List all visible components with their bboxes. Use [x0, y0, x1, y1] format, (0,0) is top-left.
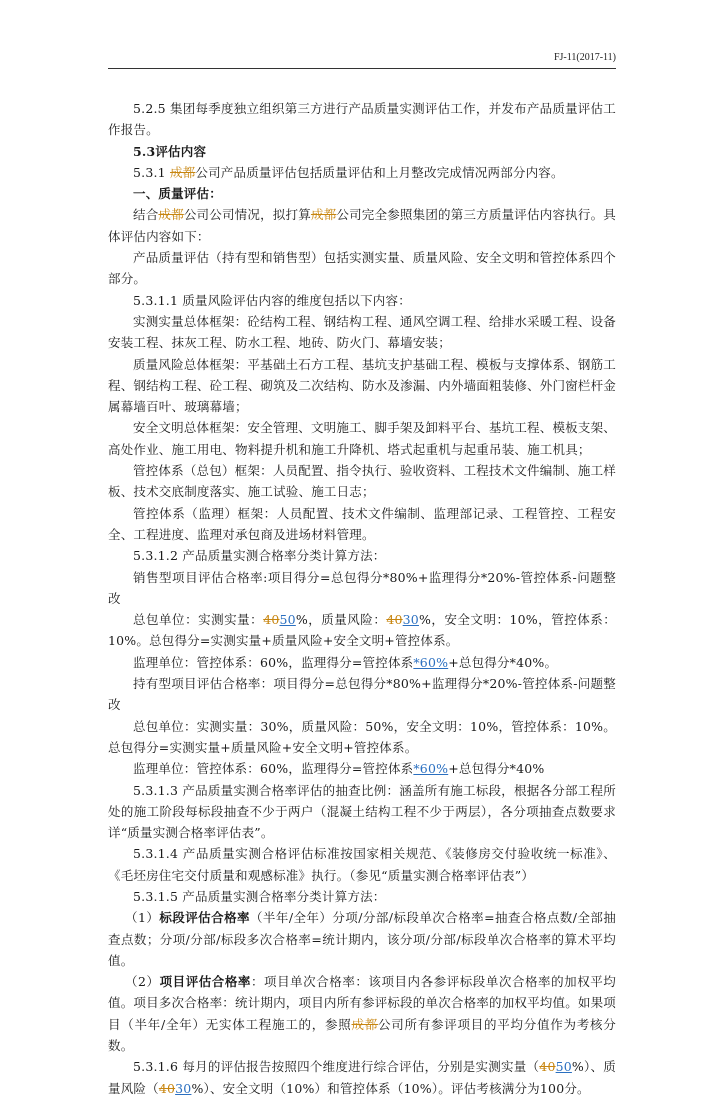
- text-run: %，质量风险：: [295, 612, 387, 628]
- text-run: 5.3.1: [133, 164, 170, 180]
- header-rule: [108, 68, 616, 69]
- text-run: 质量风险总体框架：平基础土石方工程、基坑支护基础工程、模板与支撑体系、钢筋工程、钢结构工程、砼工程、砌筑及二次结构、防水及渗漏、内外墙面粗装修、外门窗栏杆金属幕墙百叶、玻璃幕墙；: [108, 356, 617, 415]
- paragraph-section-pass-rate: [108, 907, 616, 971]
- text-run: 5.3.1.5 产品质量实测合格率分类计算方法：: [133, 888, 386, 904]
- bold-term: 项目评估合格率: [159, 974, 251, 990]
- text-run: 监理单位：管控体系：60%，监理得分=管控体系: [133, 761, 414, 777]
- paragraph-5-3-1-6: [108, 1056, 616, 1099]
- paragraph-5-3-1-1: [108, 290, 616, 311]
- deleted-text: 40: [539, 1059, 556, 1075]
- subheading-quality-assessment: [108, 183, 616, 204]
- text-run: （2）: [125, 974, 160, 990]
- text-run: 一、质量评估：: [133, 186, 222, 202]
- paragraph-5-3-1-4: [108, 843, 616, 886]
- paragraph-sales-contractor: [108, 609, 616, 652]
- paragraph-sales-formula: [108, 567, 616, 610]
- text-run: 5.2.5 集团每季度独立组织第三方进行产品质量实测评估工作，并发布产品质量评估工作报告。: [108, 101, 616, 138]
- text-run: 公司公司情况，拟打算: [183, 207, 311, 223]
- text-run: 5.3.1.1 质量风险评估内容的维度包括以下内容：: [133, 292, 411, 308]
- inserted-text: 30: [402, 612, 419, 628]
- deleted-text: 40: [263, 612, 280, 628]
- paragraph-holding-supervisor: [108, 758, 616, 779]
- deleted-text: 成都: [310, 207, 337, 223]
- text-run: 公司所有参评项目的平均分值作为考核分数。: [108, 1016, 616, 1054]
- paragraph-5-3-1-3: [108, 780, 616, 844]
- text-run: 管控体系（总包）框架：人员配置、指令执行、验收资料、工程技术文件编制、施工样板、技术交底制度落实、施工试验、施工日志；: [108, 463, 616, 500]
- text-run: +总包得分*40%。: [448, 654, 558, 670]
- paragraph-5-3-1-5: [108, 886, 616, 907]
- deleted-text: 成都: [351, 1016, 379, 1032]
- text-run: 5.3.1.2 产品质量实测合格率分类计算方法：: [133, 548, 386, 564]
- deleted-text: 成都: [169, 164, 196, 180]
- text-run: 公司产品质量评估包括质量评估和上月整改完成情况两部分内容。: [195, 164, 564, 180]
- deleted-text: 40: [158, 1080, 176, 1096]
- paragraph-control-contractor: [108, 460, 616, 503]
- inserted-text: *60%: [413, 761, 449, 777]
- paragraph-5-2-5: [108, 98, 616, 141]
- text-run: 公司完全参照集团的第三方质量评估内容执行。具体评估内容如下：: [108, 207, 616, 244]
- paragraph-5-3-1-2: [108, 545, 616, 566]
- text-run: 监理单位：管控体系：60%，监理得分=管控体系: [133, 654, 414, 670]
- text-run: 总包单位：实测实量：30%，质量风险：50%，安全文明：10%，管控体系：10%。总包得分=实测实量+质量风险+安全文明+管控体系。: [108, 718, 616, 755]
- paragraph-5-3-1: [108, 162, 616, 183]
- paragraph-four-parts: [108, 247, 616, 290]
- paragraph-quality-risk-framework: [108, 354, 616, 418]
- inserted-text: 50: [555, 1059, 572, 1075]
- paragraph-control-supervisor: [108, 503, 616, 546]
- text-run: （半年/全年）分项/分部/标段单次合格率=抽查合格点数/全部抽查点数；分项/分部/标段多次合格率=统计期内，该分项/分部/标段单次合格率的算术平均值。: [108, 910, 616, 968]
- document-body: [108, 98, 616, 1099]
- text-run: 安全文明总体框架：安全管理、文明施工、脚手架及卸料平台、基坑工程、模板支架、高处作业、施工用电、物料提升机和施工升降机、塔式起重机与起重吊装、施工机具；: [108, 420, 616, 457]
- document-code: FJ-11(2017-11): [553, 52, 616, 63]
- text-run: 结合: [133, 207, 159, 223]
- paragraph-holding-contractor: [108, 716, 616, 759]
- text-run: 产品质量评估（持有型和销售型）包括实测实量、质量风险、安全文明和管控体系四个部分。: [108, 250, 616, 287]
- section-heading-5-3: [108, 141, 616, 162]
- text-run: （1）: [125, 910, 160, 926]
- text-run: %）、质量风险（: [108, 1059, 616, 1096]
- text-run: %，安全文明：10%，管控体系：10%。总包得分=实测实量+质量风险+安全文明+管控体系。: [108, 612, 616, 649]
- deleted-text: 成都: [158, 207, 184, 223]
- text-run: ：项目单次合格率：该项目内各参评标段单次合格率的加权平均值。项目多次合格率：统计期内，项目内所有参评标段的单次合格率的加权平均值。如果项目（半年/全年）无实体工程施工的，参照: [108, 974, 617, 1032]
- paragraph-measurement-framework: [108, 311, 616, 354]
- inserted-text: *60%: [413, 654, 449, 670]
- text-run: 总包单位：实测实量：: [133, 612, 264, 628]
- deleted-text: 40: [386, 612, 403, 628]
- text-run: 5.3.1.4 产品质量实测合格评估标准按国家相关规范、《装修房交付验收统一标准》、《毛坯房住宅交付质量和观感标准》执行。（参见“质量实测合格率评估表”）: [108, 846, 616, 883]
- inserted-text: 50: [279, 612, 296, 628]
- paragraph-safety-framework: [108, 417, 616, 460]
- text-run: 5.3.1.3 产品质量实测合格率评估的抽查比例：涵盖所有施工标段，根据各分部工程所处的施工阶段每标段抽查不少于两户（混凝土结构工程不少于两层），各分项抽查点数要求详“质量实测合格率评估表”。: [108, 782, 616, 841]
- text-run: 5.3评估内容: [133, 143, 207, 159]
- text-run: %）、安全文明（10%）和管控体系（10%）。评估考核满分为100分。: [191, 1080, 590, 1096]
- text-run: 销售型项目评估合格率:项目得分=总包得分*80%+监理得分*20%-管控体系-问题整改: [108, 569, 616, 606]
- text-run: 管控体系（监理）框架：人员配置、技术文件编制、监理部记录、工程管控、工程安全、工程进度、监理对承包商及进场材料管理。: [108, 505, 616, 542]
- inserted-text: 30: [175, 1080, 192, 1096]
- text-run: 实测实量总体框架：砼结构工程、钢结构工程、通风空调工程、给排水采暖工程、设备安装工程、抹灰工程、防水工程、地砖、防火门、幕墙安装；: [108, 313, 616, 351]
- paragraph-project-pass-rate: [108, 971, 616, 1056]
- text-run: 5.3.1.6 每月的评估报告按照四个维度进行综合评估，分别是实测实量（: [133, 1059, 540, 1075]
- bold-term: 标段评估合格率: [159, 910, 250, 926]
- paragraph-holding-formula: [108, 673, 616, 716]
- paragraph-sales-supervisor: [108, 652, 616, 673]
- text-run: +总包得分*40%: [448, 761, 545, 777]
- text-run: 持有型项目评估合格率：项目得分=总包得分*80%+监理得分*20%-管控体系-问题整改: [108, 676, 616, 713]
- paragraph-company-context: [108, 204, 616, 247]
